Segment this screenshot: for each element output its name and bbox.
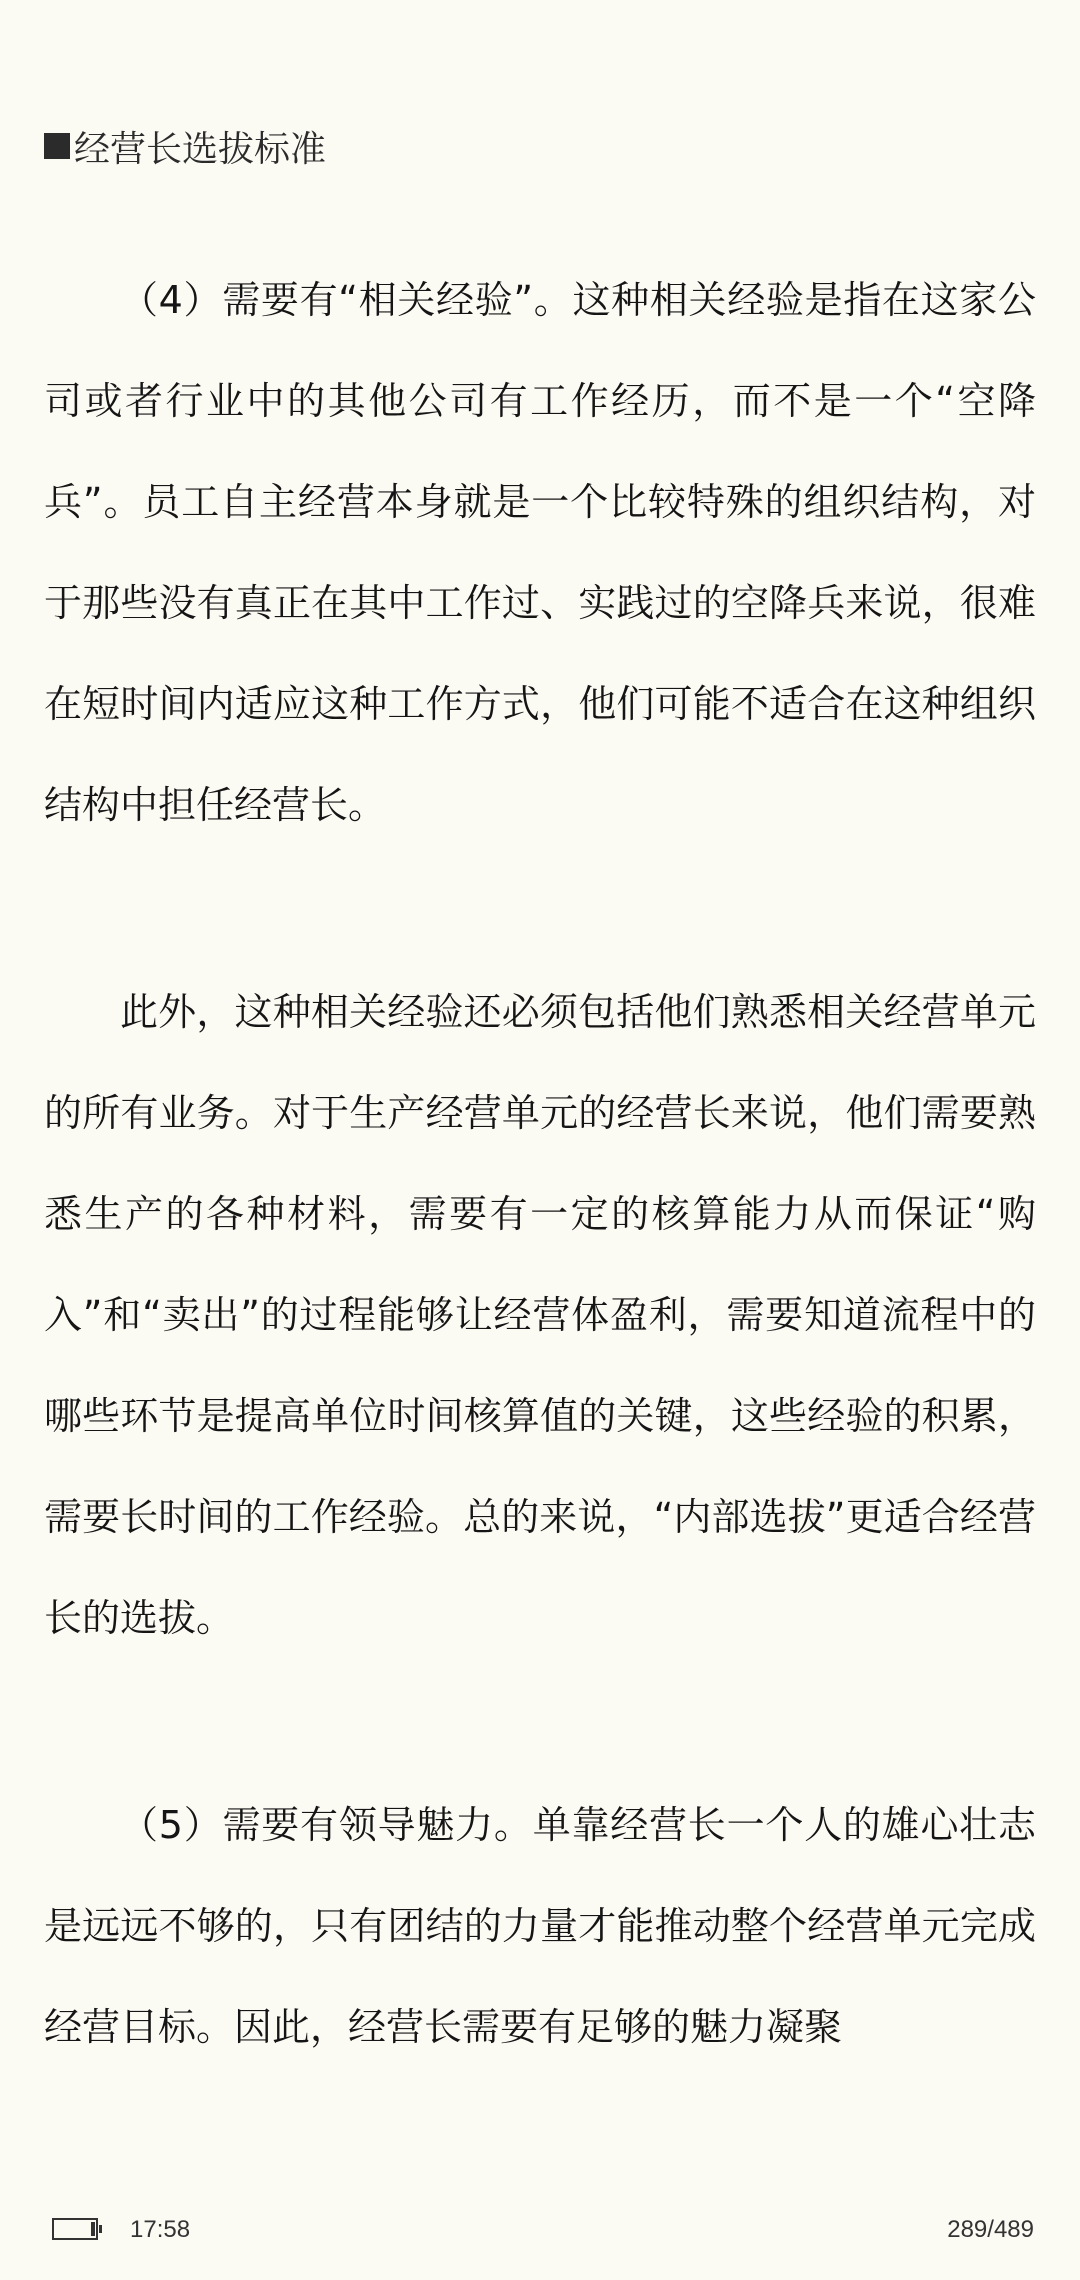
clock: 17:58 [130,2216,191,2243]
paragraph-2: 此外，这种相关经验还必须包括他们熟悉相关经营单元的所有业务。对于生产经营单元的经营长来说，他们需要熟悉生产的各种材料，需要有一定的核算能力从而保证“购入”和“卖出”的过程能够让经营体盈利，需要知道流程中的哪些环节是提高单位时间核算值的关键，这些经验的积累，需要长时间的工作经验。总的来说，“内部选拔”更适合经营长的选拔。 [44,990,1036,1640]
battery-icon [52,2218,98,2240]
reader-content[interactable] [44,250,1036,2184]
square-bullet-icon [44,133,70,159]
chapter-header [44,118,326,174]
status-bar [0,2188,1080,2280]
battery-tip [99,2225,102,2233]
chapter-title: 经营长选拔标准 [74,128,327,170]
battery-level-fill [91,2222,95,2236]
paragraph-1: （4）需要有“相关经验”。这种相关经验是指在这家公司或者行业中的其他公司有工作经历，而不是一个“空降兵”。员工自主经营本身就是一个比较特殊的组织结构，对于那些没有真正在其中工作过、实践过的空降兵来说，很难在短时间内适应这种工作方式，他们可能不适合在这种组织结构中担任经营长。 [44,278,1036,827]
page-counter: 289/489 [947,2216,1034,2243]
paragraph-3: （5）需要有领导魅力。单靠经营长一个人的雄心壮志是远远不够的，只有团结的力量才能推动整个经营单元完成经营目标。因此，经营长需要有足够的魅力凝聚 [44,1803,1036,2049]
